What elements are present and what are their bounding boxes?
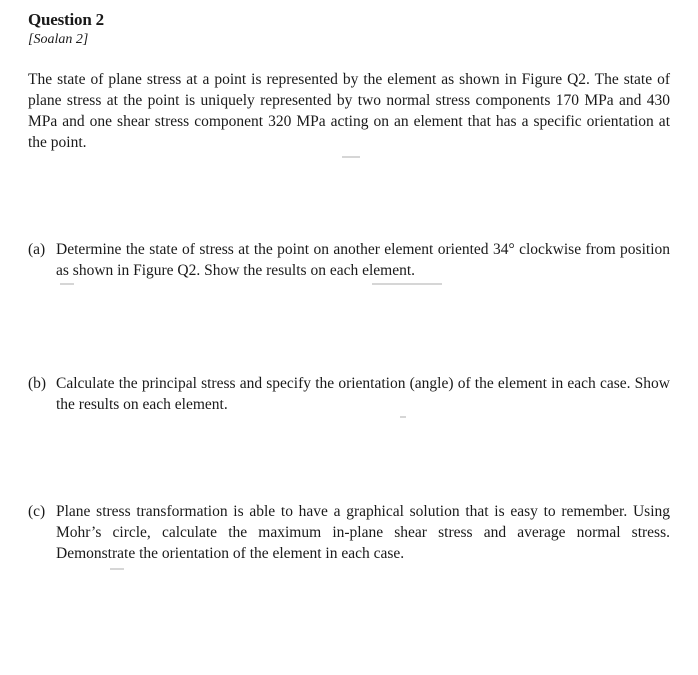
part-b-text: Calculate the principal stress and specify the orientation (angle) of the element in each case. Show the results on each element. — [56, 375, 670, 413]
part-a-text: Determine the state of stress at the point on another element oriented 34° clockwise from position as shown in Figure Q2. Show the results on each element. — [56, 241, 670, 279]
part-b — [28, 373, 670, 415]
scan-mark — [372, 283, 442, 285]
question-subtitle: [Soalan 2] — [28, 32, 89, 47]
part-a-marker: (a) — [28, 241, 46, 258]
part-c — [28, 501, 670, 564]
scan-mark — [110, 568, 124, 570]
part-a — [28, 239, 670, 281]
question-intro: The state of plane stress at a point is represented by the element as shown in Figure Q2. The state of plane stress at the point is uniquely represented by two normal stress components 170 MPa and 430 MPa and one shear stress component 320 MPa acting on an element that has a specific orientation at the point. — [28, 71, 670, 151]
part-c-text: Plane stress transformation is able to have a graphical solution that is easy to remember. Using Mohr’s circle, calculate the maximum in-plane shear stress and average normal stress. Demonstrate the orientation of the element in each case. — [56, 503, 670, 562]
question-title: Question 2 — [28, 10, 104, 29]
scan-mark — [400, 416, 406, 418]
part-b-marker: (b) — [28, 375, 47, 392]
part-c-marker: (c) — [28, 503, 46, 520]
scan-mark — [342, 156, 360, 158]
scan-mark — [60, 283, 74, 285]
